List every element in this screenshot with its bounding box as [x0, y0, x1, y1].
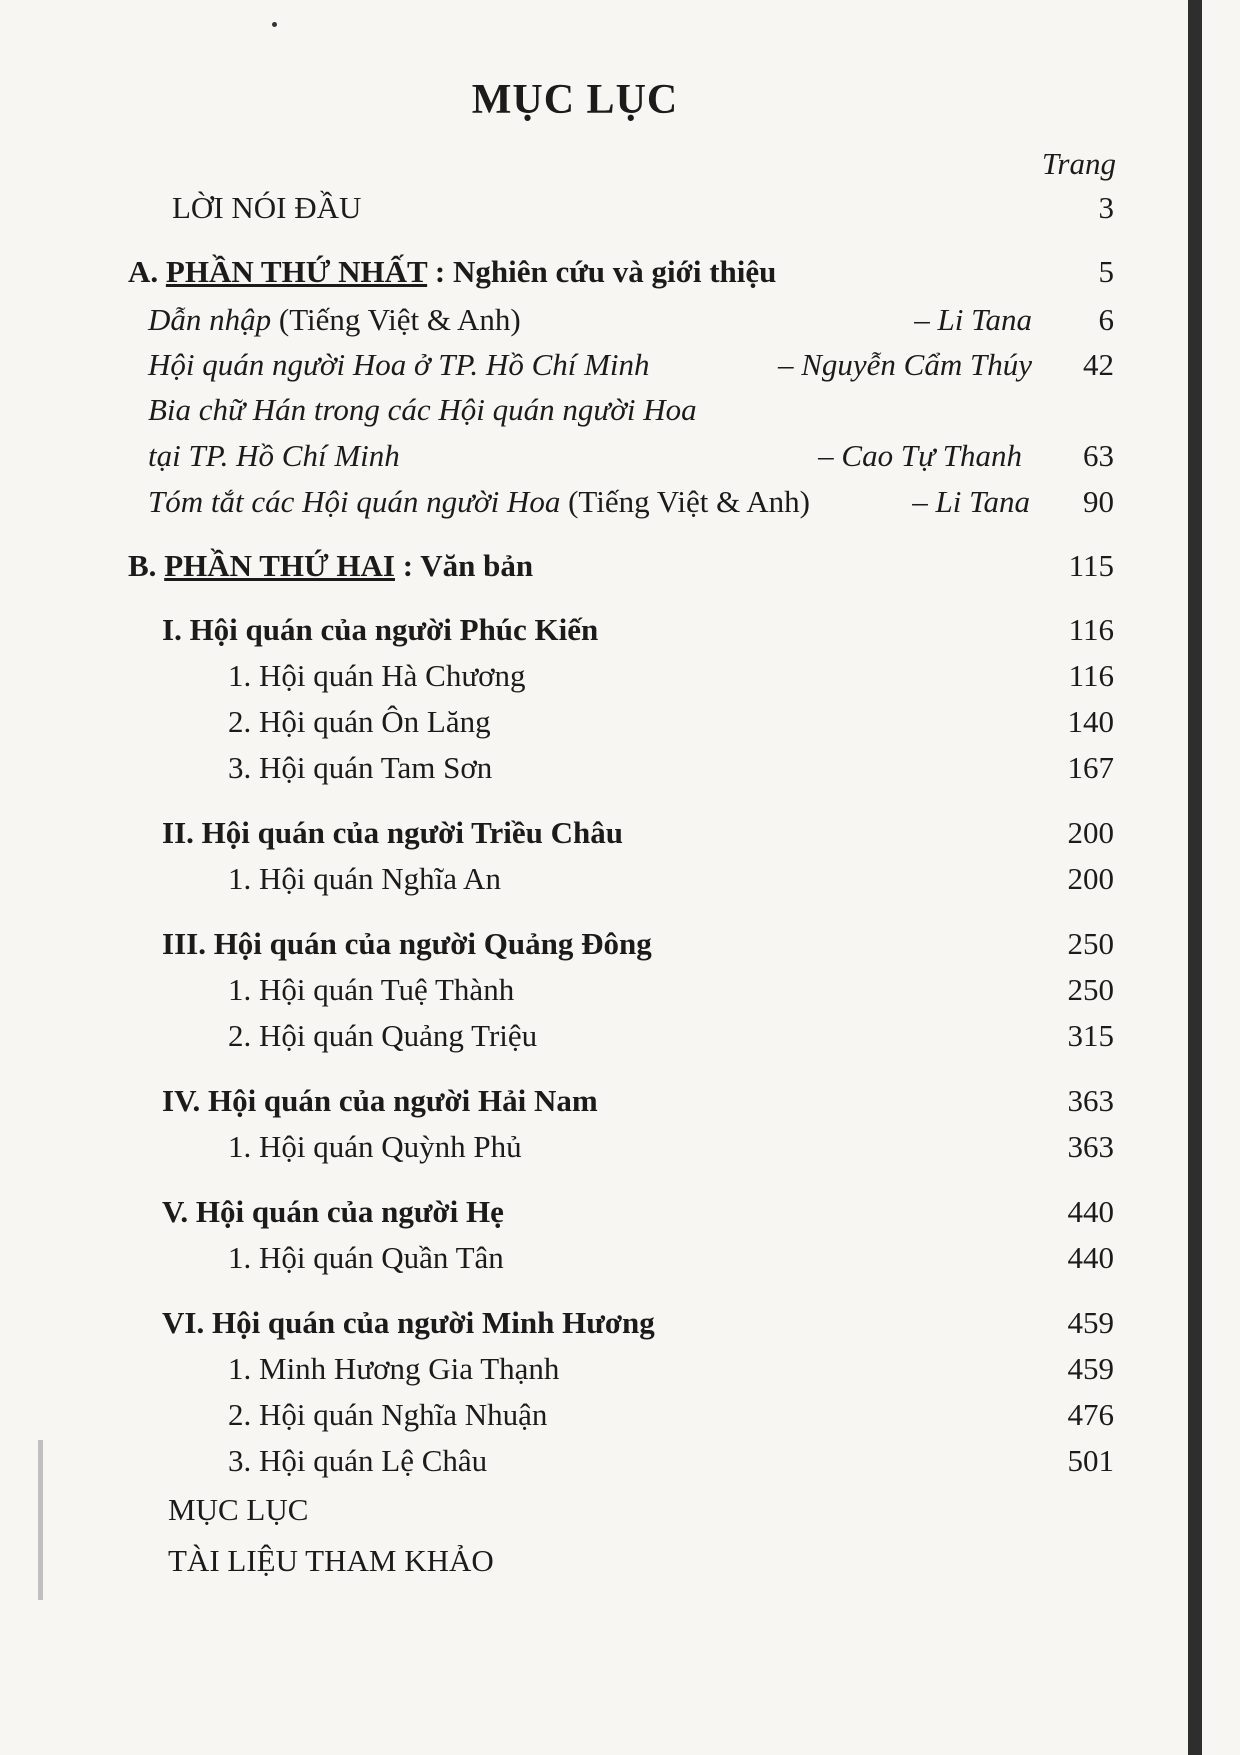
- page-column-header: Trang: [1041, 146, 1116, 181]
- toc-label: MỤC LỤC: [168, 1492, 309, 1527]
- subitem-label: 3. Hội quán Lệ Châu: [228, 1443, 488, 1478]
- toc-subitem: [0, 1443, 1240, 1483]
- section-label: V. Hội quán của người Hẹ: [162, 1194, 504, 1229]
- toc-label: Tóm tắt các Hội quán người Hoa (Tiếng Việt & Anh): [148, 484, 810, 519]
- toc-page: 363: [1067, 1083, 1114, 1118]
- toc-subitem: [0, 861, 1240, 901]
- page-title: MỤC LỤC: [471, 77, 679, 123]
- section-label: IV. Hội quán của người Hải Nam: [162, 1083, 598, 1118]
- toc-page: 200: [1067, 815, 1114, 850]
- toc-part-a: [0, 254, 1240, 294]
- toc-row: [0, 484, 1240, 524]
- toc-row-preface: [0, 190, 1240, 230]
- toc-label: tại TP. Hồ Chí Minh: [148, 438, 400, 473]
- toc-subitem: [0, 1397, 1240, 1437]
- part-b-heading: B. PHẦN THỨ HAI : Văn bản: [128, 548, 534, 583]
- toc-page: 250: [1067, 926, 1114, 961]
- toc-page: 250: [1067, 972, 1114, 1007]
- toc-row: [0, 438, 1240, 478]
- toc-page: 140: [1067, 704, 1114, 739]
- toc-subitem: [0, 658, 1240, 698]
- toc-subitem: [0, 1240, 1240, 1280]
- section-label: II. Hội quán của người Triều Châu: [162, 815, 624, 850]
- toc-subitem: [0, 1351, 1240, 1391]
- toc-page: 116: [1068, 658, 1114, 693]
- toc-page: 167: [1067, 750, 1114, 785]
- toc-page: 363: [1067, 1129, 1114, 1164]
- subitem-label: 1. Hội quán Hà Chương: [228, 658, 526, 693]
- toc-section: [0, 612, 1240, 652]
- toc-page: 459: [1067, 1351, 1114, 1386]
- subitem-label: 2. Hội quán Ôn Lăng: [228, 704, 491, 739]
- toc-page: 440: [1067, 1240, 1114, 1275]
- toc-page: 42: [1083, 347, 1114, 382]
- subitem-label: 1. Hội quán Nghĩa An: [228, 861, 501, 896]
- section-label: I. Hội quán của người Phúc Kiến: [162, 612, 599, 647]
- ink-speck: [272, 22, 277, 27]
- toc-page: 476: [1067, 1397, 1114, 1432]
- toc-row-end: [0, 1492, 1240, 1532]
- toc-page: 6: [1098, 302, 1114, 337]
- toc-page: 116: [1068, 612, 1114, 647]
- toc-label: LỜI NÓI ĐẦU: [172, 190, 362, 225]
- toc-section: [0, 815, 1240, 855]
- section-label: III. Hội quán của người Quảng Đông: [162, 926, 652, 961]
- subitem-label: 3. Hội quán Tam Sơn: [228, 750, 493, 785]
- subitem-label: 1. Hội quán Quần Tân: [228, 1240, 504, 1275]
- section-label: VI. Hội quán của người Minh Hương: [162, 1305, 655, 1340]
- toc-label: TÀI LIỆU THAM KHẢO: [168, 1543, 494, 1578]
- subitem-label: 2. Hội quán Quảng Triệu: [228, 1018, 538, 1053]
- toc-subitem: [0, 704, 1240, 744]
- toc-page: 440: [1067, 1194, 1114, 1229]
- toc-author: – Li Tana: [912, 484, 1030, 519]
- toc-page: 115: [1068, 548, 1114, 583]
- toc-label: Hội quán người Hoa ở TP. Hồ Chí Minh: [148, 347, 650, 382]
- toc-author: – Nguyễn Cẩm Thúy: [777, 347, 1032, 382]
- toc-author: – Li Tana: [914, 302, 1032, 337]
- toc-page: 63: [1083, 438, 1114, 473]
- toc-page: 90: [1083, 484, 1114, 519]
- toc-row: [0, 347, 1240, 387]
- subitem-label: 1. Hội quán Quỳnh Phủ: [228, 1129, 522, 1164]
- toc-page: 3: [1098, 190, 1114, 225]
- toc-subitem: [0, 972, 1240, 1012]
- subitem-label: 1. Hội quán Tuệ Thành: [228, 972, 515, 1007]
- toc-row-end: [0, 1543, 1240, 1583]
- toc-section: [0, 926, 1240, 966]
- toc-subitem: [0, 1129, 1240, 1169]
- toc-row: [0, 302, 1240, 342]
- toc-page: 5: [1098, 254, 1114, 289]
- toc-section: [0, 1194, 1240, 1234]
- toc-row: [0, 392, 1240, 432]
- subitem-label: 2. Hội quán Nghĩa Nhuận: [228, 1397, 548, 1432]
- toc-page: 459: [1067, 1305, 1114, 1340]
- toc-subitem: [0, 750, 1240, 790]
- subitem-label: 1. Minh Hương Gia Thạnh: [228, 1351, 560, 1386]
- toc-label: Bia chữ Hán trong các Hội quán người Hoa: [148, 392, 697, 427]
- toc-page: 315: [1067, 1018, 1114, 1053]
- toc-part-b: [0, 548, 1240, 588]
- toc-page: 501: [1067, 1443, 1114, 1478]
- toc-author: – Cao Tự Thanh: [818, 438, 1022, 473]
- part-a-heading: A. PHẦN THỨ NHẤT : Nghiên cứu và giới thiệu: [128, 254, 777, 289]
- toc-section: [0, 1305, 1240, 1345]
- toc-subitem: [0, 1018, 1240, 1058]
- toc-label: Dẫn nhập (Tiếng Việt & Anh): [148, 302, 521, 337]
- toc-page: 200: [1067, 861, 1114, 896]
- toc-section: [0, 1083, 1240, 1123]
